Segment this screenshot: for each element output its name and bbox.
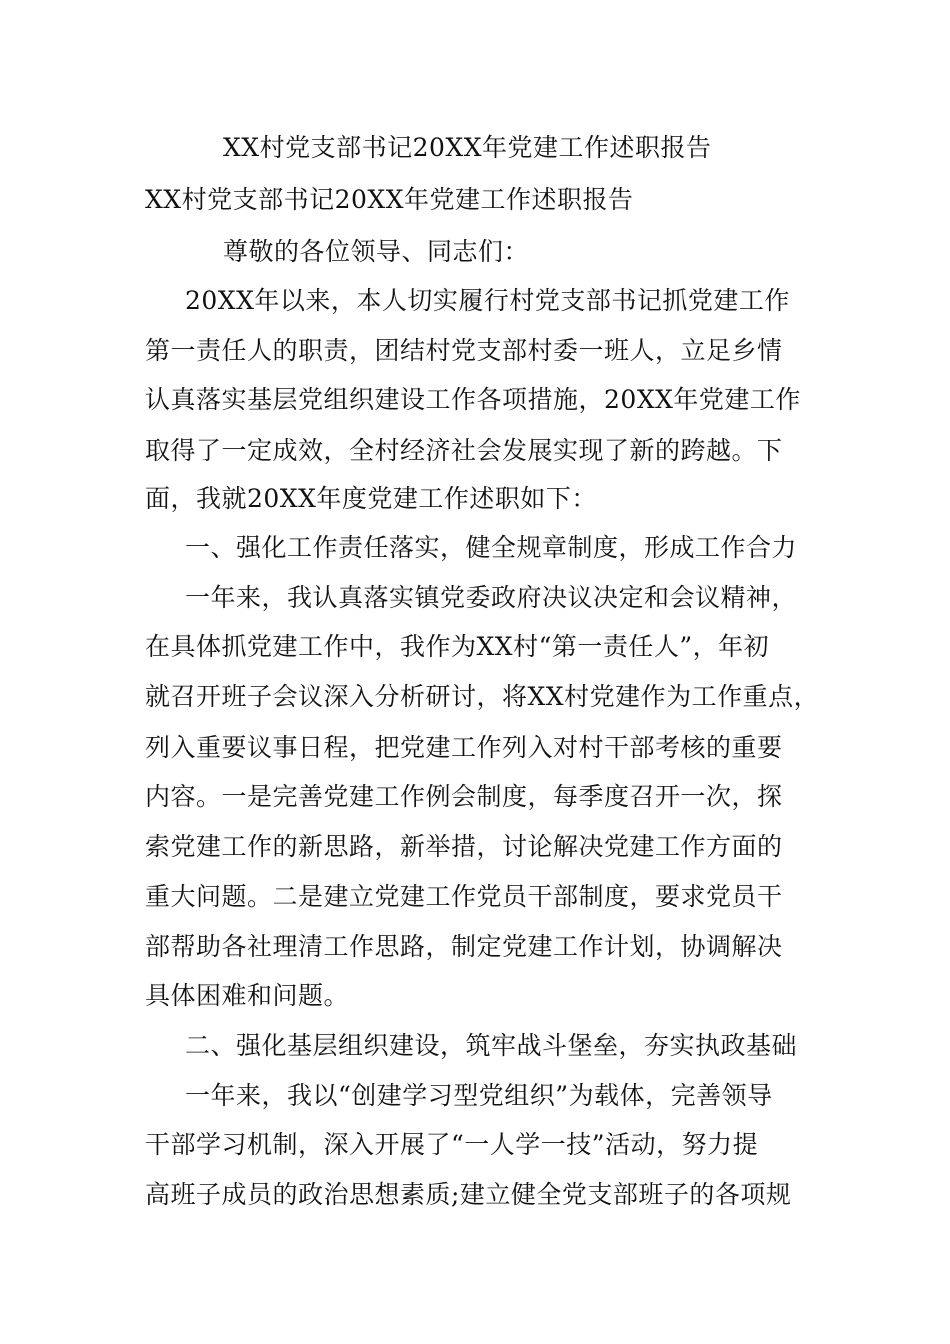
paragraph-line: 具体困难和问题。 [145, 981, 350, 1010]
paragraph-line: 内容。一是完善党建工作例会制度，每季度召开一次，探 [145, 782, 783, 811]
paragraph-line: 取得了一定成效，全村经济社会发展实现了新的跨越。下 [145, 436, 783, 465]
paragraph-line: 干部学习机制，深入开展了“一人学一技”活动，努力提 [145, 1130, 759, 1159]
paragraph-line: 重大问题。二是建立党建工作党员干部制度，要求党员干 [145, 882, 783, 911]
document-subtitle: XX村党支部书记20XX年党建工作述职报告 [145, 185, 634, 214]
paragraph-line: 在具体抓党建工作中，我作为XX村“第一责任人”，年初 [145, 632, 770, 661]
paragraph-line: 一年来，我以“创建学习型党组织”为载体，完善领导 [185, 1081, 773, 1110]
paragraph-line: 一年来，我认真落实镇党委政府决议决定和会议精神， [185, 583, 798, 612]
paragraph-line: 列入重要议事日程，把党建工作列入对村干部考核的重要 [145, 733, 783, 762]
section-heading: 二、强化基层组织建设，筑牢战斗堡垒，夯实执政基础 [185, 1031, 798, 1060]
salutation: 尊敬的各位领导、同志们： [223, 237, 530, 266]
paragraph-line: 索党建工作的新思路，新举措，讨论解决党建工作方面的 [145, 832, 783, 861]
paragraph-line: 高班子成员的政治思想素质;建立健全党支部班子的各项规 [145, 1180, 792, 1209]
paragraph-line: 就召开班子会议深入分析研讨，将XX村党建作为工作重点， [145, 682, 820, 711]
paragraph-line: 第一责任人的职责，团结村党支部村委一班人，立足乡情 [145, 336, 783, 365]
section-heading: 一、强化工作责任落实，健全规章制度，形成工作合力 [185, 533, 798, 562]
paragraph-line: 面，我就20XX年度党建工作述职如下： [145, 484, 597, 513]
paragraph-line: 20XX年以来，本人切实履行村党支部书记抓党建工作 [185, 286, 790, 315]
document-title: XX村党支部书记20XX年党建工作述职报告 [223, 133, 712, 162]
paragraph-line: 部帮助各社理清工作思路，制定党建工作计划，协调解决 [145, 932, 783, 961]
paragraph-line: 认真落实基层党组织建设工作各项措施，20XX年党建工作 [145, 385, 801, 414]
